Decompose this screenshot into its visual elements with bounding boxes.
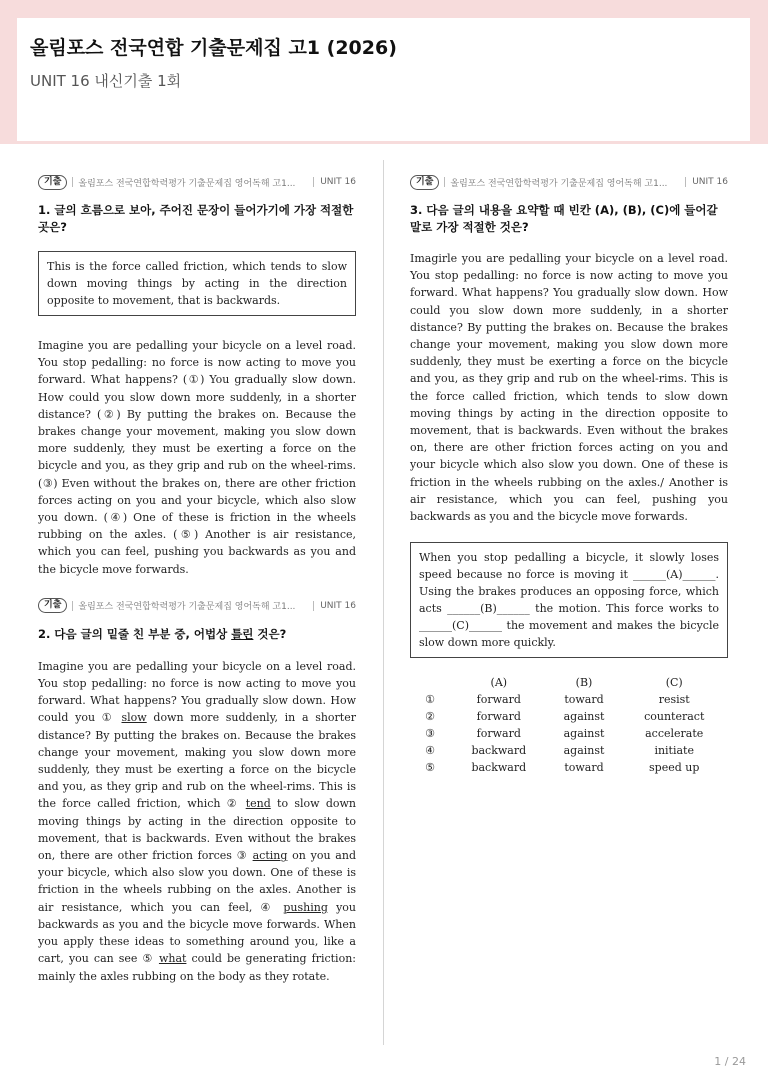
passage-text: down more suddenly, in a shorter distance? By putting the brakes on. Because the brakes change your movement, making you slow down more suddenly, they must be exerting a force on the bicycle and you, as they grip and rub on the wheel-rims. This is the force called friction, which ② <box>38 711 356 811</box>
choice-number: ④ <box>425 744 435 758</box>
question-1 <box>38 174 356 578</box>
choice-row[interactable] <box>410 725 728 742</box>
underlined-word: acting <box>252 849 288 863</box>
column-divider <box>383 160 384 1045</box>
source-label: 올림포스 전국연합학력평가 기출문제집 영어독해 고1... <box>78 178 296 189</box>
passage-text: on you and your bicycle, which also slow you down. One of these is friction in the wheels rubbing on the axles. Another is air resistance, which you can feel, ④ <box>38 849 356 914</box>
choice-a: forward <box>476 710 521 724</box>
passage <box>38 658 356 985</box>
question-2 <box>38 598 356 985</box>
tag-badge: 기출 <box>38 598 67 613</box>
given-sentence-box: This is the force called friction, which tends to slow down moving things by acting in the direction opposite to movement, that is backwards. <box>38 251 356 316</box>
source-label: 올림포스 전국연합학력평가 기출문제집 영어독해 고1... <box>450 178 668 189</box>
choice-c: counteract <box>644 710 705 724</box>
separator <box>313 601 314 611</box>
unit-label: UNIT 16 <box>692 177 728 187</box>
choice-b: against <box>563 710 605 724</box>
answer-choices-table <box>410 674 728 776</box>
passage-text: Imagine you are pedalling your bicycle on a level road. You stop pedalling: no force is now acting to move you forward. What happens? You gradually slow down. How could you ① <box>38 659 356 725</box>
question-title: 3. 다음 글의 내용을 요약할 때 빈칸 (A), (B), (C)에 들어갈 말로 가장 적절한 것은? <box>410 203 718 234</box>
choice-number: ③ <box>425 727 435 741</box>
choice-b: toward <box>564 693 604 707</box>
summary-text: the motion. This force works to <box>529 602 720 616</box>
separator <box>685 177 686 187</box>
blank-c: ______(C)______ <box>419 619 502 633</box>
tag-badge: 기출 <box>410 175 439 190</box>
unit-label-wrap <box>309 601 356 611</box>
choice-c: initiate <box>654 744 694 758</box>
question-tagline <box>410 174 728 190</box>
summary-text: the movement and makes the bicycle slow down more quickly. <box>419 619 719 650</box>
choice-number: ⑤ <box>425 761 435 775</box>
choice-c: accelerate <box>645 727 704 741</box>
header-a: (A) <box>490 676 508 690</box>
separator <box>72 601 73 611</box>
choice-a: backward <box>471 744 527 758</box>
passage: Imagine you are pedalling your bicycle on a level road. You stop pedalling: no force is now acting to move you forward. What happens? (①) You gradually slow down. How could you slow down more suddenly, in a shorter distance? (②) By putting the brakes on. Because the brakes change your movement, making you slow down more suddenly, they must be exerting a force on the bicycle and you, as they grip and rub on the wheel-rims. (③) Even without the brakes on, there are other friction forces acting on you and your bicycle, which also slow you down. (④) One of these is friction in the wheels rubbing on the axles. (⑤) Another is air resistance, which you can feel, pushing you backwards as you and the bicycle move forwards. <box>38 339 356 576</box>
passage-text: you backwards as you and the bicycle move forwards. When you apply these ideas to something around you, like a cart, you can see ⑤ <box>38 900 356 966</box>
choice-a: forward <box>476 727 521 741</box>
choice-b: toward <box>564 761 604 775</box>
separator <box>72 177 73 187</box>
choice-b: against <box>563 744 605 758</box>
underlined-word: pushing <box>283 900 328 914</box>
summary-box <box>410 542 728 658</box>
header-b: (B) <box>575 676 593 690</box>
choice-a: backward <box>471 761 527 775</box>
source-label: 올림포스 전국연합학력평가 기출문제집 영어독해 고1... <box>78 602 296 613</box>
unit-label: UNIT 16 <box>320 177 356 187</box>
title-text: 것은? <box>253 626 287 641</box>
question-3 <box>410 174 728 776</box>
passage-text: could be generating friction: mainly the axles rubbing on the body as they rotate. <box>38 952 356 983</box>
choice-a: forward <box>476 693 521 707</box>
choice-row[interactable] <box>410 742 728 759</box>
question-tagline <box>38 174 356 190</box>
header-c: (C) <box>665 676 683 690</box>
blank-b: ______(B)______ <box>447 602 530 616</box>
underlined-word: what <box>158 952 187 966</box>
underlined-word: slow <box>121 711 147 725</box>
unit-label: UNIT 16 <box>320 600 356 611</box>
choice-b: against <box>563 727 605 741</box>
summary-text: . Using the brakes produces an opposing force, which acts <box>419 568 719 616</box>
choices-header-row <box>410 674 728 691</box>
title-text: 2. 다음 글의 밑줄 친 부분 중, 어법상 <box>38 626 232 641</box>
choice-row[interactable] <box>410 759 728 776</box>
question-tagline <box>38 598 356 614</box>
summary-text: When you stop pedalling a bicycle, it slowly loses speed because no force is moving it <box>419 551 719 582</box>
choice-row[interactable] <box>410 708 728 725</box>
choice-number: ① <box>425 693 435 707</box>
separator <box>444 177 445 187</box>
question-title <box>38 626 356 643</box>
page-title: 올림포스 전국연합 기출문제집 고1 (2026) <box>30 37 397 59</box>
blank-a: ______(A)______ <box>632 568 716 582</box>
title-underlined: 틀린 <box>231 626 254 641</box>
page-subtitle: UNIT 16 내신기출 1회 <box>30 72 182 90</box>
choice-c: speed up <box>649 761 700 775</box>
underlined-word: tend <box>245 797 271 811</box>
separator <box>313 177 314 187</box>
passage: Imagirle you are pedalling your bicycle on a level road. You stop pedalling: no force is now acting to move you forward. What happens? You gradually slow down. How could you slow down more suddenly, in a shorter distance? By putting the brakes on. Because the brakes change your movement, making you slow down more suddenly, they must be exerting a force on the bicycle and you, as they grip and rub on the wheel-rims. This is the force called friction, which tends to slow down moving things by acting in the direction opposite to movement, that is backwards. Even without the brakes on, there are other friction forces acting on you and your bicycle which also slow you down. One of these is friction in the wheels rubbing on the axles./ Another is air resistance, which you can feel, pushing you backwards as you and the bicycle move forwards. <box>410 252 728 524</box>
choice-c: resist <box>658 693 690 707</box>
passage-text: to slow down moving things by acting in the direction opposite to movement, that is backwards. Even without the brakes on, there are other friction forces ③ <box>38 797 356 863</box>
choice-number: ② <box>425 710 435 724</box>
right-column <box>410 174 728 776</box>
unit-label-wrap <box>309 177 356 187</box>
question-title: 1. 글의 흐름으로 보아, 주어진 문장이 들어가기에 가장 적절한 곳은? <box>38 203 354 234</box>
left-column <box>38 174 356 985</box>
choice-row[interactable] <box>410 691 728 708</box>
header-spacer <box>410 674 450 691</box>
unit-label-wrap <box>681 177 728 187</box>
page-number: 1 / 24 <box>714 1055 746 1068</box>
tag-badge: 기출 <box>38 175 67 190</box>
